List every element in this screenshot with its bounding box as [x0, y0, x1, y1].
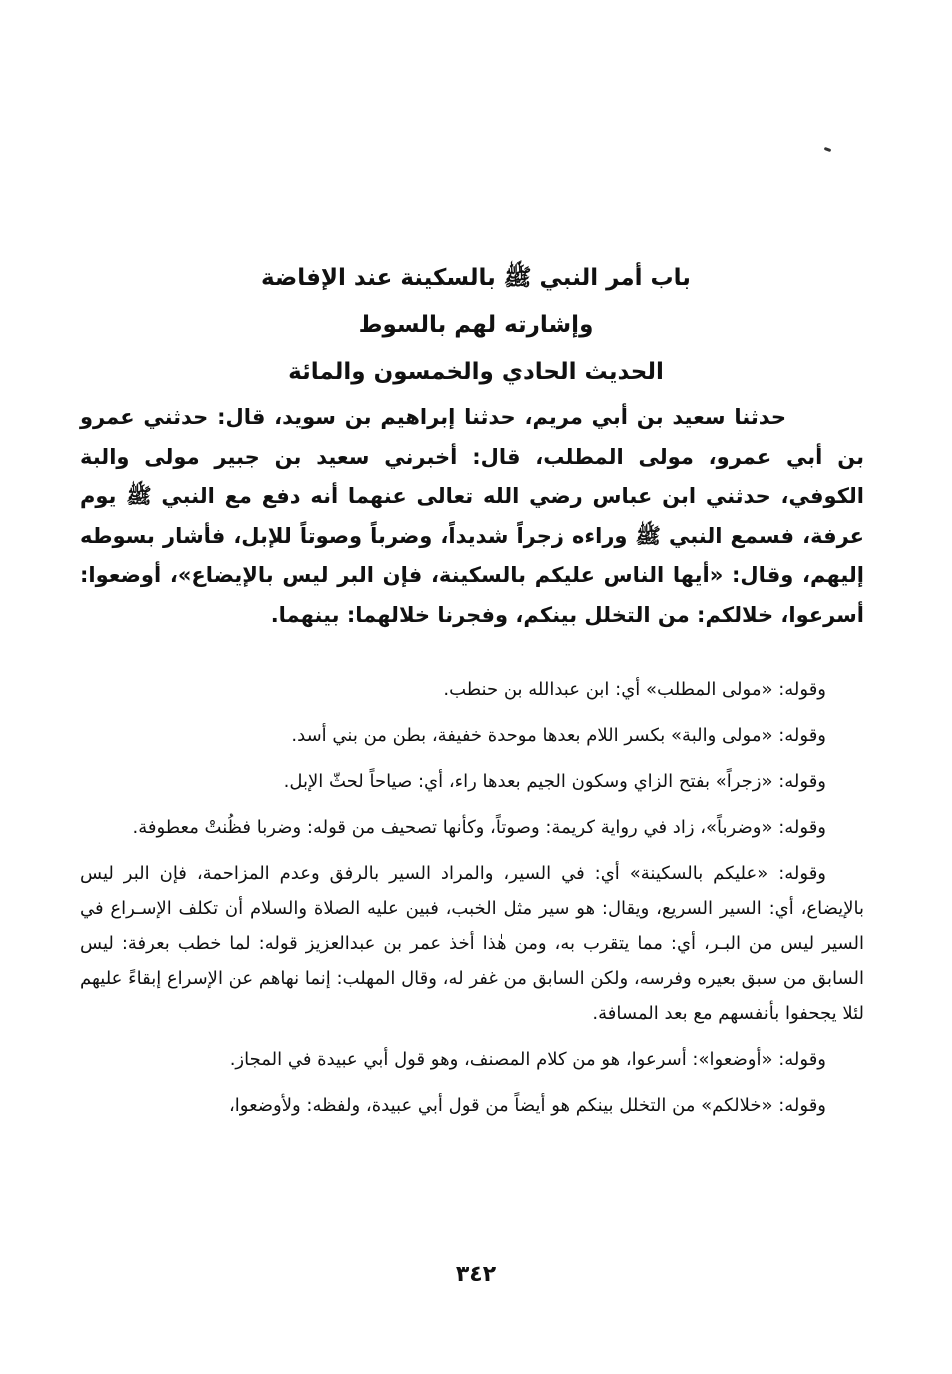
note-paragraph: وقوله: «مولى المطلب» أي: ابن عبدالله بن حنطب.	[443, 679, 826, 700]
chapter-heading	[90, 255, 862, 396]
chapter-title-line-1: باب أمر النبي ﷺ بالسكينة عند الإفاضة	[261, 265, 691, 291]
note-paragraph: وقوله: «خلالكم» من التخلل بينكم هو أيضاً من قول أبي عبيدة، ولفظه: ولأوضعوا،	[228, 1095, 826, 1116]
note-paragraph: وقوله: «أوضعوا»: أسرعوا، هو من كلام المصنف، وهو قول أبي عبيدة في المجاز.	[229, 1049, 826, 1070]
note-paragraph: وقوله: «عليكم بالسكينة» أي: في السير، والمراد السير بالرفق وعدم المزاحمة، فإن البر ليس بالإيضاع، أي: السير السريع، ويقال: هو سير مثل الخبب، فبين عليه الصلاة والسلام أن تكلف الإسـراع في السير ليس من البـر، أي: مما يتقرب به، ومن هٰذا أخذ عمر بن عبدالعزيز قوله: لما خطب بعرفة: ليس السابق من سبق بعيره وفرسه، ولكن السابق من غفر له، وقال المهلب: إنما نهاهم عن الإسراع إبقاءً عليهم لئلا يجحفوا بأنفسهم مع بعد المسافة.	[80, 863, 864, 1024]
note-paragraph: وقوله: «وضرباً»، زاد في رواية كريمة: وصوتاً، وكأنها تصحيف من قوله: وضربا فظُنتْ معطوفة.	[132, 817, 826, 838]
note-paragraph: وقوله: «زجراً» بفتح الزاي وسكون الجيم بعدها راء، أي: صياحاً لحثّ الإبل.	[283, 771, 826, 792]
note-paragraph: وقوله: «مولى والبة» بكسر اللام بعدها موحدة خفيفة، بطن من بني أسد.	[291, 725, 826, 746]
page-number: ٣٤٢	[455, 1262, 497, 1287]
scan-speck	[824, 147, 832, 152]
hadith-number-title: الحديث الحادي والخمسون والمائة	[288, 359, 664, 385]
hadith-text: حدثنا سعيد بن أبي مريم، حدثنا إبراهيم بن سويد، قال: حدثني عمرو بن أبي عمرو، مولى المطلب، قال: أخبرني سعيد بن جبير مولى والبة الكوفي، حدثني ابن عباس رضي الله تعالى عنهما أنه دفع مع النبي ﷺ يوم عرفة، فسمع النبي ﷺ وراءه زجراً شديداً، وضرباً وصوتاً للإبل، فأشار بسوطه إليهم، وقال: «أيها الناس عليكم بالسكينة، فإن البر ليس بالإيضاع»، أوضعوا: أسرعوا، خلالكم: من التخلل بينكم، وفجرنا خلالهما: بينهما.	[80, 405, 864, 627]
chapter-title-line-2: وإشارته لهم بالسوط	[358, 312, 594, 338]
commentary-notes	[80, 672, 864, 1134]
